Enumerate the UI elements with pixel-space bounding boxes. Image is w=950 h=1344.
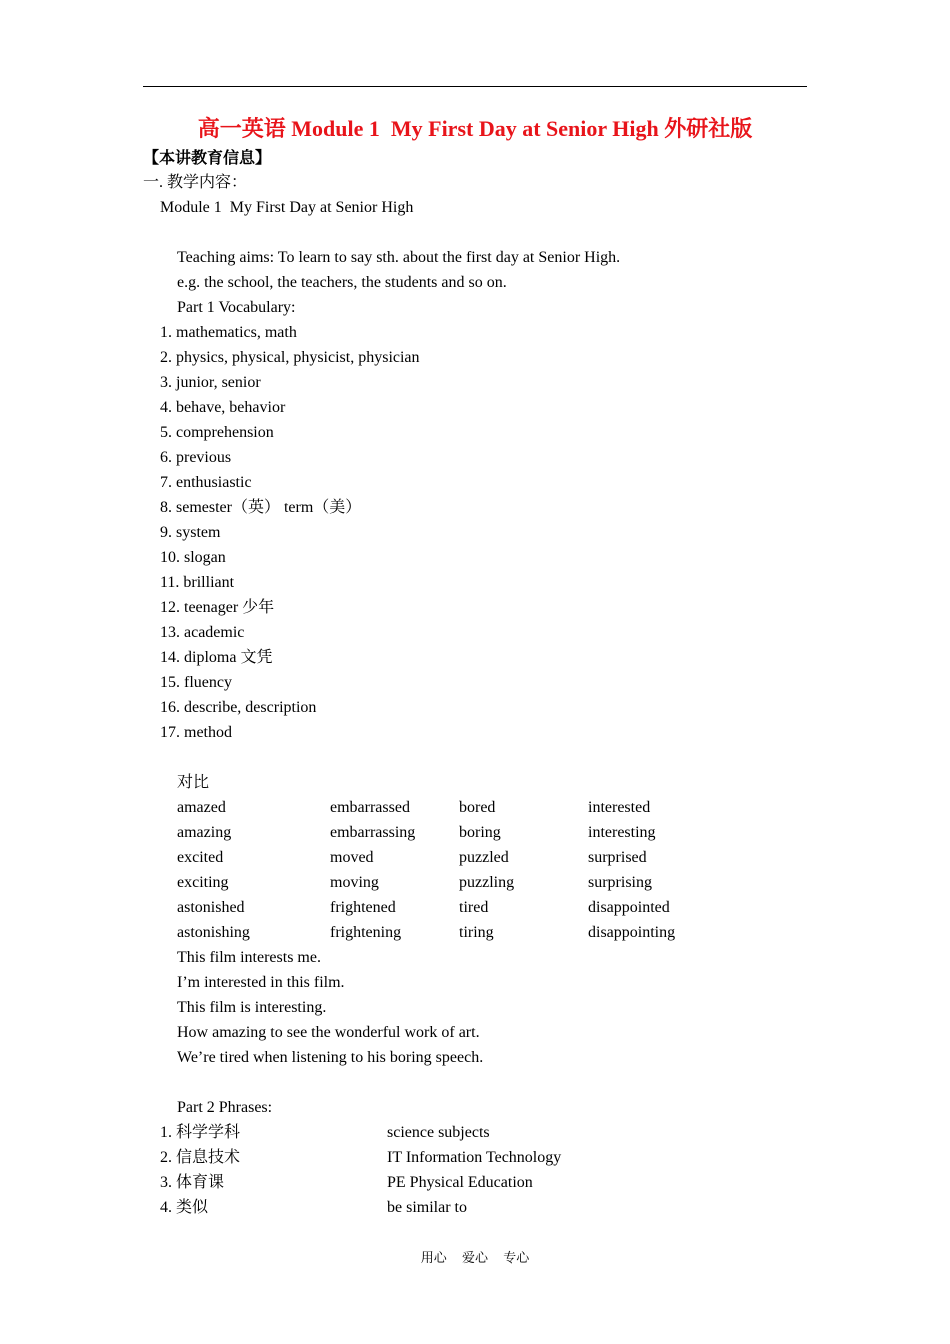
vocabulary-item: 10. slogan <box>160 549 226 566</box>
table-cell: disappointed <box>588 899 670 916</box>
table-cell: interested <box>588 799 651 816</box>
example-sentence: We’re tired when listening to his boring speech. <box>177 1049 484 1066</box>
table-cell: surprising <box>588 874 652 891</box>
phrase-chinese: 1. 科学学科 <box>160 1124 241 1141</box>
header-rule <box>143 86 807 87</box>
example-sentence: This film interests me. <box>177 949 321 966</box>
vocabulary-item: 7. enthusiastic <box>160 474 252 491</box>
module-line: Module 1 My First Day at Senior High <box>160 199 414 216</box>
vocabulary-item: 9. system <box>160 524 221 541</box>
table-cell: amazing <box>177 824 232 841</box>
phrase-english: be similar to <box>387 1199 467 1216</box>
table-cell: embarrassed <box>330 799 410 816</box>
part2-heading: Part 2 Phrases: <box>177 1099 273 1116</box>
document-title: 高一英语 Module 1 My First Day at Senior High 外研社版 <box>197 116 753 141</box>
table-cell: surprised <box>588 849 647 866</box>
vocabulary-item: 5. comprehension <box>160 424 274 441</box>
section-header: 【本讲教育信息】 <box>143 148 272 167</box>
table-cell: puzzling <box>459 874 515 891</box>
vocabulary-item: 3. junior, senior <box>160 374 261 391</box>
table-cell: frightening <box>330 924 402 941</box>
phrase-chinese: 2. 信息技术 <box>160 1149 241 1166</box>
aims-example: e.g. the school, the teachers, the students and so on. <box>177 274 507 291</box>
example-sentence: This film is interesting. <box>177 999 327 1016</box>
part1-heading: Part 1 Vocabulary: <box>177 299 296 316</box>
phrase-chinese: 4. 类似 <box>160 1199 209 1216</box>
table-cell: moving <box>330 874 379 891</box>
table-cell: embarrassing <box>330 824 416 841</box>
table-cell: disappointing <box>588 924 676 941</box>
phrase-english: science subjects <box>387 1124 490 1141</box>
vocabulary-item: 8. semester（英） term（美） <box>160 499 362 516</box>
vocabulary-item: 2. physics, physical, physicist, physician <box>160 349 420 366</box>
phrase-english: IT Information Technology <box>387 1149 562 1166</box>
table-cell: tiring <box>459 924 494 941</box>
table-cell: puzzled <box>459 849 509 866</box>
vocabulary-item: 14. diploma 文凭 <box>160 649 273 666</box>
table-cell: amazed <box>177 799 226 816</box>
vocabulary-item: 12. teenager 少年 <box>160 599 275 616</box>
table-cell: moved <box>330 849 374 866</box>
contrast-label: 对比 <box>177 774 210 791</box>
vocabulary-item: 17. method <box>160 724 232 741</box>
table-cell: interesting <box>588 824 656 841</box>
example-sentence: I’m interested in this film. <box>177 974 345 991</box>
teaching-content-label: 一. 教学内容： <box>143 174 248 191</box>
table-cell: astonishing <box>177 924 250 941</box>
footer-word: 专心 <box>503 1250 530 1265</box>
vocabulary-item: 16. describe, description <box>160 699 317 716</box>
table-cell: bored <box>459 799 496 816</box>
table-cell: astonished <box>177 899 245 916</box>
table-cell: boring <box>459 824 501 841</box>
table-cell: frightened <box>330 899 396 916</box>
table-cell: tired <box>459 899 489 916</box>
vocabulary-item: 6. previous <box>160 449 232 466</box>
teaching-aims: Teaching aims: To learn to say sth. about the first day at Senior High. <box>177 249 621 266</box>
phrase-english: PE Physical Education <box>387 1174 533 1191</box>
footer-word: 爱心 <box>461 1250 488 1265</box>
phrase-chinese: 3. 体育课 <box>160 1174 225 1191</box>
vocabulary-item: 1. mathematics, math <box>160 324 297 341</box>
vocabulary-item: 11. brilliant <box>160 574 235 591</box>
table-cell: excited <box>177 849 224 866</box>
table-cell: exciting <box>177 874 229 891</box>
vocabulary-item: 13. academic <box>160 624 245 641</box>
footer-word: 用心 <box>420 1250 447 1265</box>
page-footer <box>0 1248 950 1268</box>
vocabulary-item: 4. behave, behavior <box>160 399 286 416</box>
vocabulary-item: 15. fluency <box>160 674 232 691</box>
example-sentence: How amazing to see the wonderful work of art. <box>177 1024 480 1041</box>
